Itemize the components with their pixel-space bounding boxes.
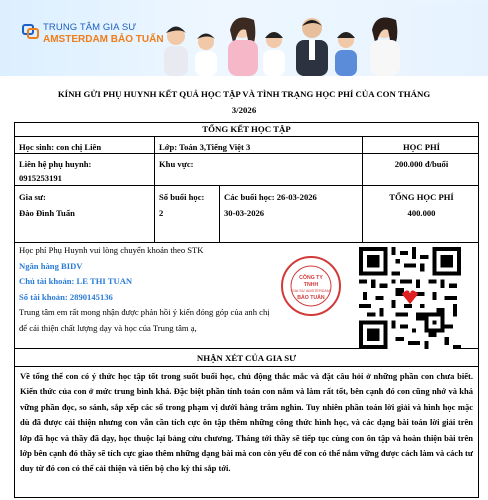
qr-code-icon xyxy=(359,247,461,349)
fee-rate: 200.000 đ/buổi xyxy=(394,159,449,169)
contact-label: Liên hệ phụ huynh: xyxy=(19,159,92,169)
account-number: Số tài khoản: 2890145136 xyxy=(19,291,113,302)
thanks-line2: để cải thiện chất lượng dạy và học của Trung tâm ạ, xyxy=(19,322,197,333)
parent-contact xyxy=(15,154,155,185)
header-banner xyxy=(0,0,488,76)
stamp-line-3: GIA SƯ AMSTERDAM xyxy=(291,289,331,293)
dates-more: 30-03-2026 xyxy=(224,208,265,218)
stamp-line-1: CÔNG TY xyxy=(299,275,323,281)
table-row xyxy=(15,137,478,154)
contact-phone: 0915253191 xyxy=(19,173,62,183)
area-label: Khu vực: xyxy=(155,154,363,185)
class-subjects: Lớp: Toán 3,Tiếng Việt 3 xyxy=(155,137,363,153)
table-row xyxy=(15,154,478,186)
dates-label: Các buổi học: 26-03-2026 xyxy=(224,192,317,202)
total-label: TỔNG HỌC PHÍ xyxy=(389,192,454,202)
total-value: 400.000 xyxy=(407,208,436,218)
heading-line2: 3/2026 xyxy=(231,105,257,115)
sessions-count: 2 xyxy=(159,208,164,218)
sessions-label: Số buổi học: xyxy=(159,192,205,202)
session-dates xyxy=(220,186,363,242)
brand-name-line2: AMSTERDAM BẢO TUẤN xyxy=(43,34,164,45)
student-name: Học sinh: con chị Liên xyxy=(15,137,155,153)
table-row xyxy=(15,186,478,242)
tutor-name: Đào Đình Tuấn xyxy=(19,208,75,218)
tutor-comment: Về tổng thể con có ý thức học tập tốt trong suốt buổi học, chủ động thắc mắc và đặt câu hỏi ở những phần con chưa biết. Kiến thức của con ở mức trung bình khá. Đặc biệt phần tính toán con nắm và làm rất tốt, bên cạnh đó con cũng nhớ và khá vững phần đọc, so sánh, sắp xếp các số trong phạm vị dưới hàng trăm nghìn. Tuy nhiên phần toán lời giải và hình học mặc dù đã được cải thiện nhưng con vẫn cần tích cực ôn tập thêm những công thức hình học, và các dạng bài toán lời giải trên lớp đã học và thầy đã dạy, học thuộc lại bảng cửu chương. Tháng tới thầy sẽ tiếp tục cùng con ôn tập và hoàn thiện bài trên lớp bên cạnh đó thầy sẽ tích cực giao thêm những dạng bài mà con còn yếu để con có thể nắm vững được cách làm và cách tư duy từ đó con có thể cải thiện và tiến bộ cho kỳ thi sắp tới. xyxy=(20,371,473,474)
brand-name-line1: TRUNG TÂM GIA SƯ xyxy=(43,22,137,33)
page-heading xyxy=(20,86,468,118)
tutor-label: Gia sư: xyxy=(19,192,46,202)
report-table xyxy=(14,122,479,498)
stamp-line-2: TNHH xyxy=(303,282,319,288)
stamp-line-4: BẢO TUẤN xyxy=(297,295,325,301)
company-stamp xyxy=(280,255,342,317)
bank-name: Ngân hàng BIDV xyxy=(19,260,83,271)
payment-intro: Học phí Phụ Huynh vui lòng chuyển khoản theo STK xyxy=(19,245,204,255)
thanks-line1: Trung tâm em rất mong nhận được phản hồi ý kiến đóng góp của anh chị xyxy=(19,307,270,317)
heading-line1: KÍNH GỬI PHỤ HUYNH KẾT QUẢ HỌC TẬP VÀ TÌNH TRẠNG HỌC PHÍ CỦA CON THÁNG xyxy=(57,89,431,99)
tutor-info xyxy=(15,186,155,242)
fee-header: HỌC PHÍ xyxy=(402,142,440,152)
account-owner: Chủ tài khoản: LE THI TUAN xyxy=(19,276,133,286)
banner-people-image xyxy=(150,6,488,76)
total-fee xyxy=(363,186,480,242)
payment-section xyxy=(15,242,478,349)
comment-title: NHẬN XÉT CỦA GIA SƯ xyxy=(15,349,478,367)
sessions-info xyxy=(155,186,220,242)
summary-title: TỔNG KẾT HỌC TẬP xyxy=(15,123,478,137)
center-logo-icon xyxy=(22,23,40,39)
